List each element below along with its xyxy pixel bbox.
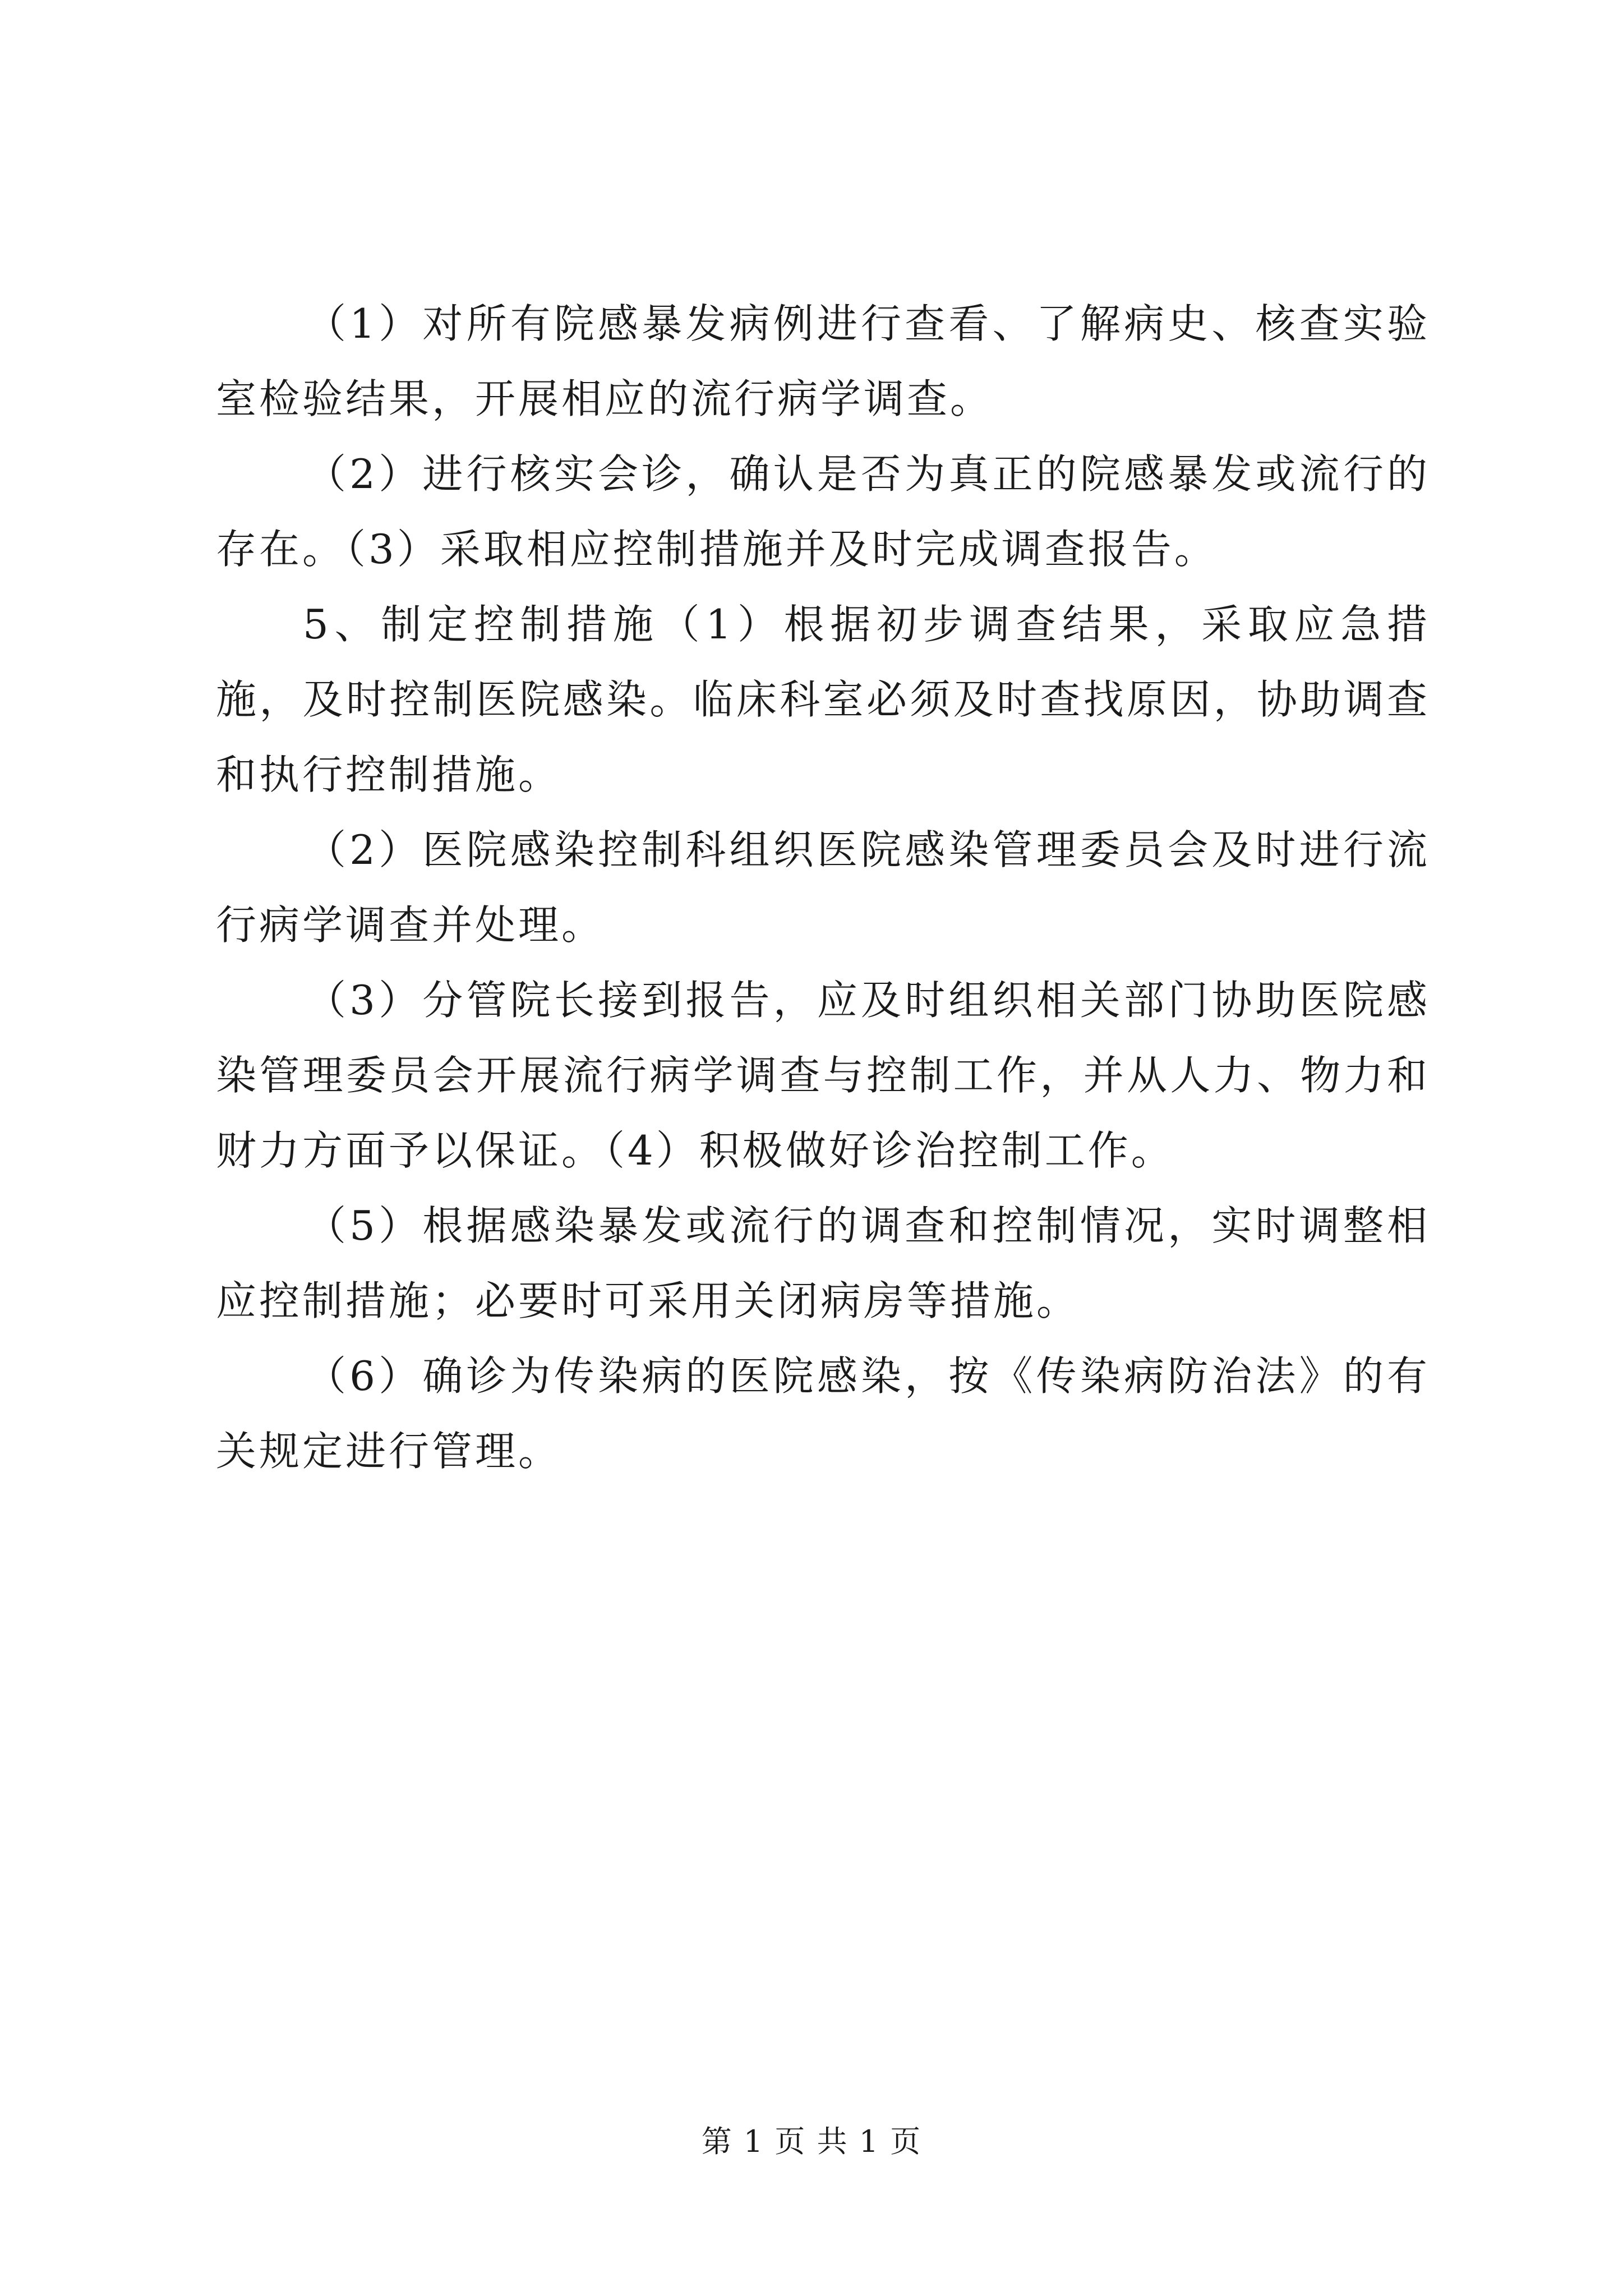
paragraph-1: （1）对所有院感暴发病例进行查看、了解病史、核查实验室检验结果，开展相应的流行病学调查。 [216,300,1430,422]
paragraph-3: 5、制定控制措施（1）根据初步调查结果，采取应急措施，及时控制医院感染。临床科室必须及时查找原因，协助调查和执行控制措施。 [216,601,1430,798]
paragraph-6: （5）根据感染暴发或流行的调查和控制情况，实时调整相应控制措施；必要时可采用关闭病房等措施。 [216,1202,1430,1324]
paragraph-5: （3）分管院长接到报告，应及时组织相关部门协助医院感染管理委员会开展流行病学调查与控制工作，并从人力、物力和财力方面予以保证。（4）积极做好诊治控制工作。 [216,977,1430,1174]
page-footer: 第 1 页 共 1 页 [701,2124,922,2159]
paragraph-4: （2）医院感染控制科组织医院感染管理委员会及时进行流行病学调查并处理。 [216,826,1430,949]
document-body [216,286,1430,1489]
paragraph-2: （2）进行核实会诊，确认是否为真正的院感暴发或流行的存在。（3）采取相应控制措施并及时完成调查报告。 [216,450,1430,573]
paragraph-7: （6）确诊为传染病的医院感染，按《传染病防治法》的有关规定进行管理。 [216,1352,1430,1475]
